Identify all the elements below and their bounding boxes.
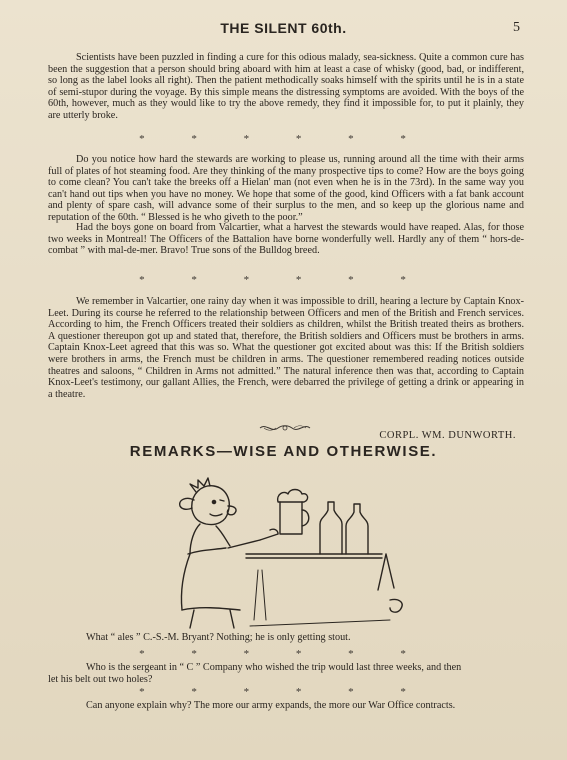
remark-sergeant-line2: let his belt out two holes? bbox=[48, 674, 153, 685]
section-separator-3: * * * * * * bbox=[139, 648, 428, 660]
remark-war-office: Can anyone explain why? The more our army expands, the more our War Office contracts. bbox=[86, 700, 456, 711]
section-separator-4: * * * * * * bbox=[139, 686, 428, 698]
cartoon-drinker-illustration bbox=[150, 470, 420, 630]
section-heading: REMARKS—WISE AND OTHERWISE. bbox=[129, 443, 438, 460]
decorative-ornament-icon bbox=[258, 423, 312, 433]
section-separator-1: * * * * * * bbox=[139, 133, 428, 145]
page-number: 5 bbox=[513, 20, 520, 35]
paragraph-stewards: Do you notice how hard the stewards are working to please us, running around all the time with their arms full of plates of hot steaming food. Are they thinking of the many prospective tips to come? How are the boys going to come clean? You can't take the breeks off a Hielan' man (not even when he is in the 73rd). In the same way you can't hand out tips when you have no money. We hope that some of the good, kind Officers with a fat bank account and plenty of spare cash, will advance some of their surplus to the men, and so keep up the glorious name and reputation of the 60th. “ Blessed is he who giveth to the poor.” bbox=[48, 154, 524, 223]
paragraph-lecture: We remember in Valcartier, one rainy day when it was impossible to drill, hearing a lecture by Captain Knox-Leet. During its course he referred to the relationship between Officers and men of the British and French services. According to him, the French Officers treated their soldiers as children, whilst the British treated theirs as brothers. A questioner thereupon got up and stated that, therefore, the British soldiers and Officers must be brothers in arms. Captain Knox-Leet agreed that this was so. What the questioner got excited about was this: If the British soldiers were brothers in arms, the French must be children in arms. The questioner remembered reading notices outside theatres and saloons, “ Children in Arms not admitted.” The natural inference then was that, according to Captain Knox-Leet's testimony, our gallant Allies, the French, were debarred the privilege of getting a drink or appearing in a theatre. bbox=[48, 296, 524, 400]
remark-bryant: What “ ales ” C.-S.-M. Bryant? Nothing; he is only getting stout. bbox=[86, 632, 351, 643]
remark-sergeant-line1: Who is the sergeant in “ C ” Company who wished the trip would last three weeks, and then bbox=[86, 662, 462, 673]
paragraph-valcartier-harvest: Had the boys gone on board from Valcartier, what a harvest the stewards would have reaped. Alas, for those two weeks in Montreal! The Officers of the Battalion have borne wonderfully well. Hardly any of them “ hors-de-combat ” with mal-de-mer. Bravo! True sons of the Bulldog breed. bbox=[48, 222, 524, 257]
page-header-title: THE SILENT 60th. bbox=[220, 20, 347, 36]
section-separator-2: * * * * * * bbox=[139, 274, 428, 286]
paragraph-seasickness: Scientists have been puzzled in finding a cure for this odious malady, sea-sickness. Quite a common cure has been the suggestion that a person should bring aboard with him at least a case of whisky (good, bad, or indifferent, so long as the label looks all right). Then the patient methodically soaks himself with the spirits until he is in a state of semi-stupor during the voyage. By this simple means the distressing symptoms are avoided. With the boys of the 60th, however, much as they would like to try the above remedy, they find it impossible for, to put it plainly, they are utterly broke. bbox=[48, 52, 524, 121]
author-signature: CORPL. WM. DUNWORTH. bbox=[379, 430, 516, 441]
